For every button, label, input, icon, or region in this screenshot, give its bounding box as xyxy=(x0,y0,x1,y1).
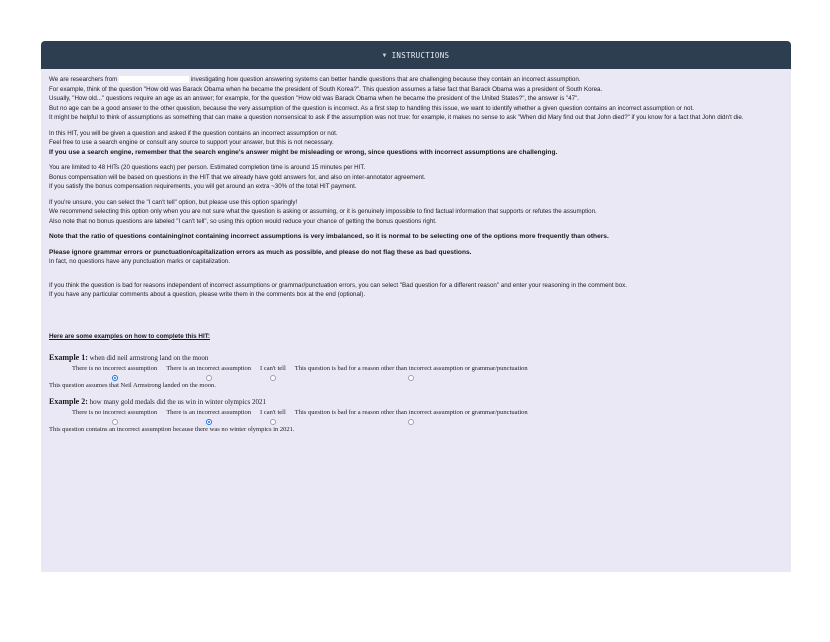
example-question: when did neil armstrong land on the moon xyxy=(89,354,209,362)
option-label: There is an incorrect assumption xyxy=(166,365,252,372)
intro-paragraph-2: For example, think of the question "How old was Barack Obama when he became the president of South Korea?". This question assumes a false fact that Barack Obama was a president of South Korea. xyxy=(49,85,603,93)
option-no-incorrect-assumption[interactable] xyxy=(72,409,157,425)
caret-down-icon: ▼ xyxy=(382,51,387,59)
example-2-options xyxy=(72,409,782,425)
option-label: There is an incorrect assumption xyxy=(166,408,252,416)
instructions-body xyxy=(41,69,791,572)
instructions-panel xyxy=(41,41,791,572)
intro-text: We are researchers from xyxy=(49,76,118,83)
option-incorrect-assumption[interactable] xyxy=(166,409,251,425)
example-2-title xyxy=(49,397,782,407)
option-cant-tell[interactable] xyxy=(260,409,286,425)
redacted-institution xyxy=(119,76,189,83)
radio-button[interactable] xyxy=(408,419,414,425)
limits-paragraph-3: If you satisfy the bonus compensation requirements, you will get around an extra ~30% of the total HIT payment. xyxy=(49,183,357,190)
intro-paragraph-5: It might be helpful to think of assumptions as something that can make a question nonsensical to ask if the assumption was not true: for example, it makes no sense to ask "When did Mary find out that John died?" if you know for a fact that John didn't die. xyxy=(49,114,744,121)
option-label: There is no incorrect assumption xyxy=(72,365,158,372)
option-label: This question is bad for a reason other than incorrect assumption or grammar/punctuation xyxy=(294,408,528,416)
radio-button[interactable] xyxy=(206,375,212,381)
radio-button[interactable] xyxy=(270,419,276,425)
option-label: I can't tell xyxy=(260,408,286,416)
example-1-title xyxy=(49,353,782,363)
option-no-incorrect-assumption[interactable] xyxy=(72,365,157,381)
intro-paragraph-4: But no age can be a good answer to the other question, because the very assumption of the question is incorrect. As a first step to handling this issue, we want to identify whether a given question contains an incorrect assumption or not. xyxy=(49,104,694,112)
instructions-header[interactable] xyxy=(41,41,791,69)
examples-heading-link[interactable]: Here are some examples on how to complete this HIT: xyxy=(49,332,210,340)
search-engine-warning: If you use a search engine, remember that the search engine's answer might be misleading or wrong, since questions with incorrect assumptions are challenging. xyxy=(49,148,558,156)
limits-paragraph-2: Bonus compensation will be based on questions in the HIT that we already have gold answers for, and also on inter-annotator agreement. xyxy=(49,173,426,181)
radio-button[interactable] xyxy=(112,375,118,381)
unsure-paragraph-2: We recommend selecting this option only when you are not sure what the question is asking or assuming, or it is genuinely impossible to find factual information that supports or refutes the assumption. xyxy=(49,208,597,215)
option-label: I can't tell xyxy=(260,365,286,372)
radio-button[interactable] xyxy=(408,375,414,381)
intro-text: investigating how question answering systems can better handle questions that are challenging because they contain an incorrect assumption. xyxy=(190,76,581,83)
intro-paragraph-3: Usually, "How old..." questions require an age as an answer; for example, for the question "How old was Barack Obama when he became the president of the United States?", the answer is "47". xyxy=(49,95,580,102)
option-cant-tell[interactable] xyxy=(260,365,286,381)
limits-paragraph-1: You are limited to 48 HITs (20 questions each) per person. Estimated completion time is around 15 minutes per HIT. xyxy=(49,164,366,171)
bad-question-paragraph-1: If you think the question is bad for reasons independent of incorrect assumptions or grammar/punctuation errors, you can select "Bad question for a different reason" and enter your reasoning in the comment box. xyxy=(49,281,627,289)
example-label: Example 2: xyxy=(49,396,88,406)
instructions-title: INSTRUCTIONS xyxy=(391,50,450,60)
unsure-paragraph-3: Also note that no bonus questions are labeled "I can't tell", so using this option would reduce your chance of getting the bonus questions right. xyxy=(49,217,437,225)
grammar-paragraph: In fact, no questions have any punctuation marks or capitalization. xyxy=(49,258,230,265)
task-paragraph-2: Feel free to use a search engine or consult any source to support your answer, but this is not necessary. xyxy=(49,139,334,146)
option-label: There is no incorrect assumption xyxy=(72,408,158,416)
example-label: Example 1: xyxy=(49,353,88,362)
bad-question-paragraph-2: If you have any particular comments about a question, please write them in the comments box at the end (optional). xyxy=(49,291,366,298)
task-paragraph-1: In this HIT, you will be given a question and asked if the question contains an incorrect assumption or not. xyxy=(49,129,338,137)
option-label: This question is bad for a reason other than incorrect assumption or grammar/punctuation xyxy=(294,365,528,372)
example-1-options xyxy=(72,365,782,381)
radio-button[interactable] xyxy=(112,419,118,425)
radio-button[interactable] xyxy=(206,419,212,425)
unsure-paragraph-1: If you're unsure, you can select the "I can't tell" option, but please use this option sparingly! xyxy=(49,198,298,206)
intro-paragraph-1 xyxy=(49,75,782,85)
radio-button[interactable] xyxy=(270,375,276,381)
imbalance-note: Note that the ratio of questions containing/not containing incorrect assumptions is very imbalanced, so it is normal to be selecting one of the options more frequently than others. xyxy=(49,233,609,240)
grammar-note: Please ignore grammar errors or punctuation/capitalization errors as much as possible, and please do not flag these as bad questions. xyxy=(49,248,472,256)
example-1-note: This question assumes that Neil Armstrong landed on the moon. xyxy=(49,382,216,389)
example-2-note: This question contains an incorrect assumption because there was no winter olympics in 2021. xyxy=(49,425,295,433)
option-incorrect-assumption[interactable] xyxy=(166,365,251,381)
option-bad-question[interactable] xyxy=(295,409,528,425)
example-question: how many gold medals did the us win in winter olympics 2021 xyxy=(89,397,266,406)
option-bad-question[interactable] xyxy=(295,365,528,381)
